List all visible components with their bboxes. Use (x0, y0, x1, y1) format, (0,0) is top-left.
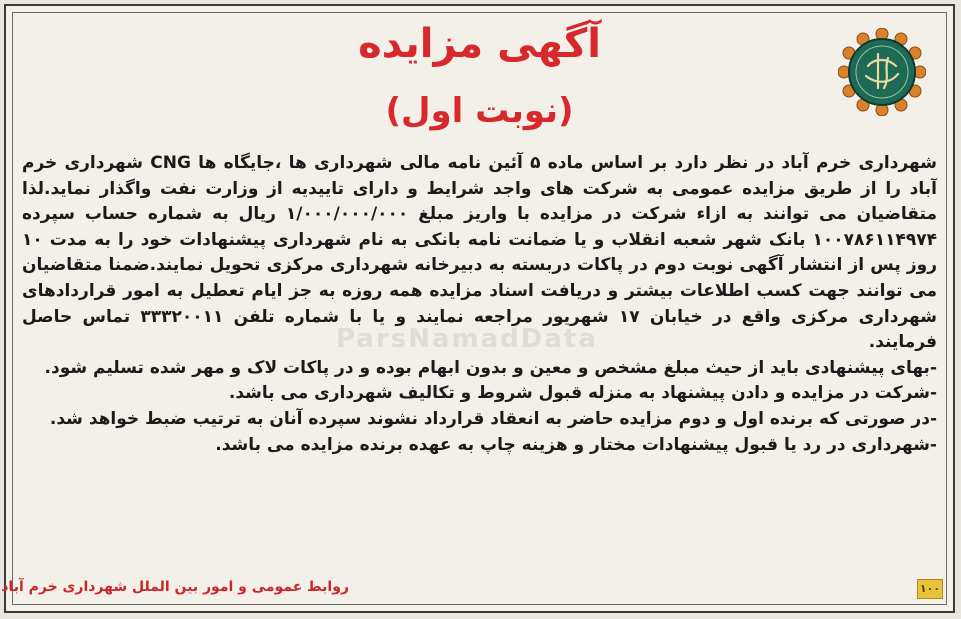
publisher-credit: روابط عمومی و امور بین الملل شهرداری خرم آباد (1, 579, 349, 595)
condition-item: -بهای پیشنهادی باید از حیث مبلغ مشخص و معین و بدون ابهام بوده و در پاکات لاک و مهر شده تسلیم شود. (44, 357, 937, 378)
page-title: آگهی مزایده (358, 21, 601, 67)
condition-item: -شرکت در مزایده و دادن پیشنهاد به منزله قبول شروط و تکالیف شهرداری می باشد. (228, 383, 937, 404)
condition-item: -شهرداری در رد یا قبول پیشنهادات مختار و هزینه چاپ به عهده برنده مزایده می باشد. (215, 434, 937, 455)
main-paragraph: شهرداری خرم آباد در نظر دارد بر اساس ماده ۵ آئین نامه مالی شهرداری ها ،جایگاه ها CNG شهرداری خرم آباد را از طریق مزایده عمومی به شرکت های واجد شرایط و دارای تاییدیه از وزارت نفت واگذار نماید.لذا متقاضیان می توانند به ازاء شرکت در مزایده با واریز مبلغ ۱/۰۰۰/۰۰۰/۰۰۰ ریال به شماره حساب سپرده ۱۰۰۷۸۶۱۱۴۹۷۴ بانک شهر شعبه انقلاب و یا ضمانت نامه بانکی به نام شهرداری پیشنهادات خود را به مدت ۱۰ روز پس از انتشار آگهی نوبت دوم در پاکات دربسته به دبیرخانه شهرداری مرکزی تحویل نمایند.ضمنا متقاضیان می توانند جهت کسب اطلاعات بیشتر و دریافت اسناد مزایده همه روزه به جز ایام تعطیل به امور قراردادهای شهرداری مرکزی واقع در خیابان ۱۷ شهریور مراجعه نمایند و یا با شماره تلفن ۳۳۳۲۰۰۱۱ تماس حاصل فرمایند. (22, 153, 938, 353)
watermark-text: ParsNamadData (336, 324, 598, 354)
page-subtitle: (نوبت اول) (385, 91, 574, 131)
advertisement-page (1, 4, 955, 613)
condition-item: -در صورتی که برنده اول و دوم مزایده حاضر به انعقاد قرارداد نشوند سپرده آنان به ترتیب ضبط خواهد شد. (49, 408, 937, 429)
announcement-body (22, 151, 937, 458)
page-number-badge: ۱۰۰ (917, 579, 943, 599)
footer (1, 579, 943, 599)
